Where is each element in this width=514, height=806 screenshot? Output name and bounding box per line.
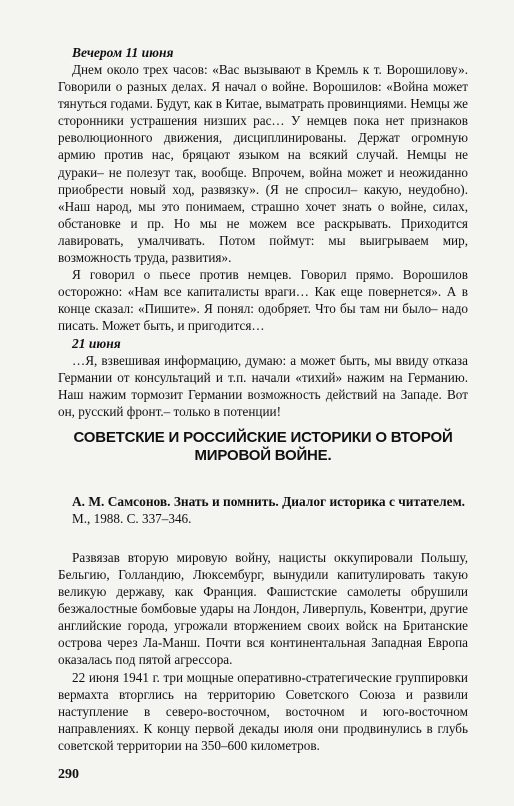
diary-paragraph: Днем около трех часов: «Вас вызывают в Кремль к т. Ворошилову». Говорили о разных делах. Я начал о войне. Ворошилов: «Война может тянуться годами. Будут, как в Китае, выматрать провинциями. Немцы же сторонники устрашения низших рас… У немцев пока нет признаков революционного движения, дисциплинированы. Держат огромную армию против нас, бряцают языком на всякий случай. Немцы не дураки– не полезут так, вообще. Впрочем, война может и неожиданно приобрести новый ход, развязку». (Я не спросил– какую, неудобно). «Наш народ, мы это понимаем, страшно хочет знать о войне, силах, обстановке и пр. Но мы не можем все раскрывать. Приходится лавировать, умалчивать. Потом поймут: мы выигрываем мир, возможность труда, развития».: [58, 62, 468, 266]
page-number: 290: [58, 767, 79, 782]
diary-paragraph: Я говорил о пьесе против немцев. Говорил прямо. Ворошилов осторожно: «Нам все капиталисты враги… Как еще повернется». А в конце сказал: «Пишите». Я понял: одобряет. Что бы там ни было– надо писать. Может быть, и пригодится…: [58, 267, 468, 334]
diary-paragraph: …Я, взвешивая информацию, думаю: а может быть, мы ввиду отказа Германии от консультаций и т.п. начали «тихий» нажим на Германию. Наш нажим тормозит Германии возможность действий на Западе. Вот он, русский фронт.– только в потенции!: [58, 352, 468, 419]
body-paragraph: Развязав вторую мировую войну, нацисты оккупировали Польшу, Бельгию, Голландию, Люксембург, вынудили капитулировать такую великую державу, как Франция. Фашистские самолеты обрушили безжалостные бомбовые удары на Лондон, Ливерпуль, Ковентри, другие английские города, угрожали вторжением своих войск на Британские острова через Ла-Манш. Почти вся континентальная Западная Европа оказалась под пятой агрессора.: [58, 549, 468, 668]
body-paragraph: 22 июня 1941 г. три мощные оперативно-стратегические группировки вермахта вторглись на территорию Советского Союза и развили наступление в северо-восточном, восточном и юго-восточном направлениях. К концу первой декады июля они продвинулись в глубь советской территории на 350–600 километров.: [58, 669, 468, 753]
diary-date-june-11: Вечером 11 июня: [72, 45, 174, 60]
diary-date-june-21: 21 июня: [72, 335, 121, 351]
source-citation-title: А. М. Самсонов. Знать и помнить. Диалог историка с читателем.: [72, 493, 466, 509]
section-heading: СОВЕТСКИЕ И РОССИЙСКИЕ ИСТОРИКИ О ВТОРОЙ МИРОВОЙ ВОЙНЕ.: [73, 428, 453, 464]
source-citation-publication: М., 1988. С. 337–346.: [72, 510, 192, 526]
